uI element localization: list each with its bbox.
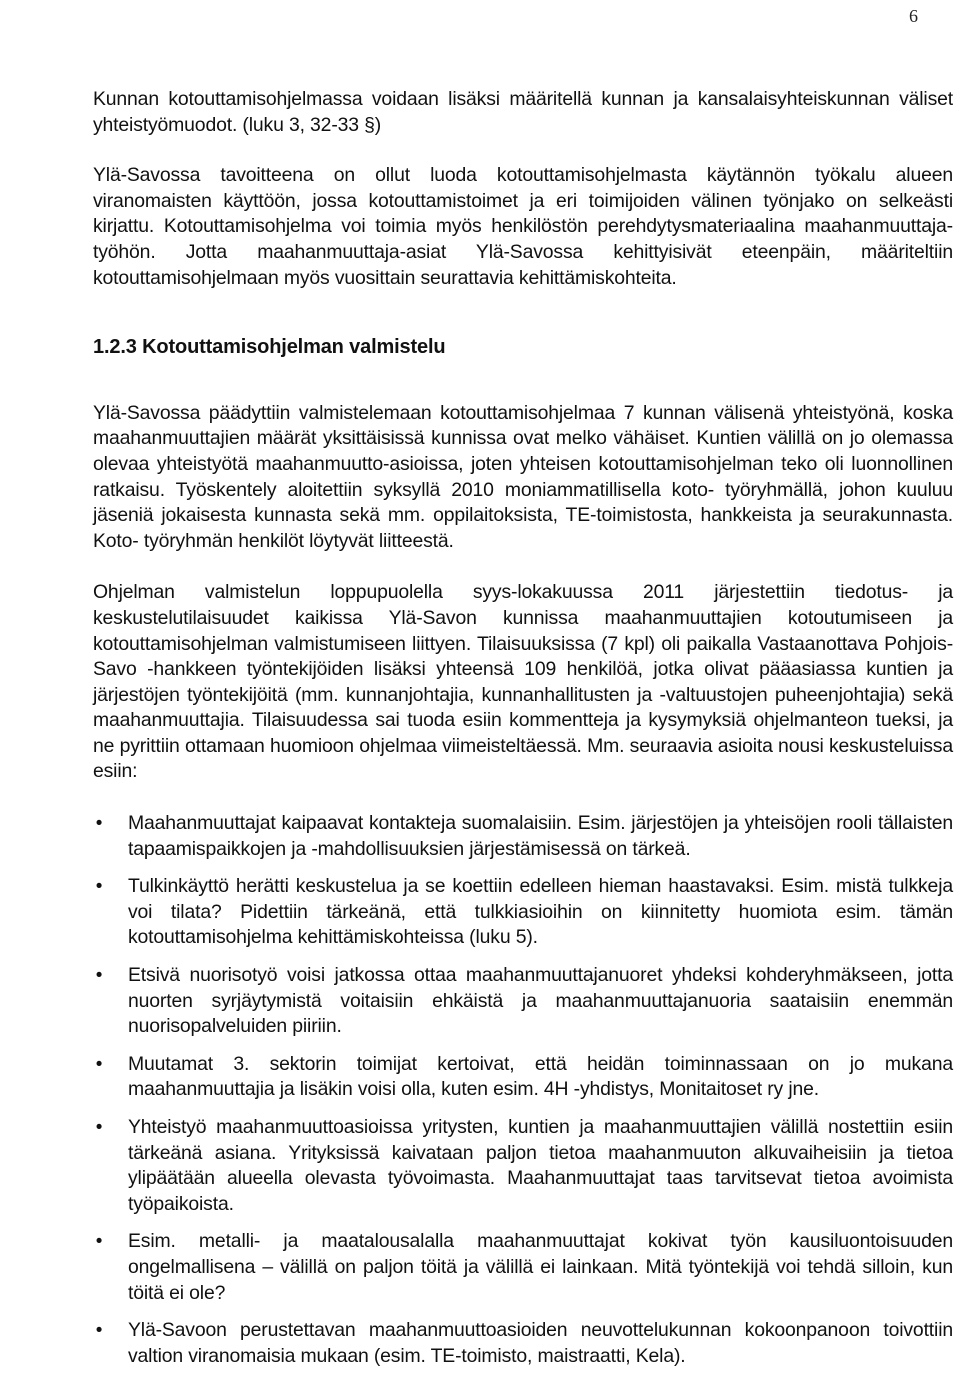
list-item-text: Muutamat 3. sektorin toimijat kertoivat, että heidän toiminnassaan on jo mukana maahanmuuttajia ja lisäkin voisi olla, kuten esim. 4H -yhdistys, Monitaitoset ry jne.: [128, 1052, 953, 1101]
bullet-icon: •: [95, 1320, 103, 1342]
list-item: [93, 1115, 953, 1217]
bullet-icon: •: [95, 876, 103, 898]
list-item-text: Maahanmuuttajat kaipaavat kontakteja suomalaisiin. Esim. järjestöjen ja yhteisöjen rooli tällaisten tapaamispaikkojen ja -mahdollisuuksien järjestämisessä on tärkeä.: [128, 812, 953, 860]
bullet-icon: •: [95, 1117, 103, 1138]
list-item-text: Esim. metalli- ja maatalousalalla maahanmuuttajat kokivat työn kausiluontoisuuden ongelmallisena – välillä on paljon töitä ja välillä ei lainkaan. Mitä työntekijä voi tehdä silloin, kun töitä ei ole?: [128, 1230, 953, 1304]
list-item: [93, 1229, 953, 1306]
section-heading: 1.2.3 Kotouttamisohjelman valmistelu: [93, 336, 446, 359]
list-item-text: Tulkinkäyttö herätti keskustelua ja se koettiin edelleen hieman haastavaksi. Esim. mistä tulkkeja voi tilata? Pidettiin tärkeänä, että tulkkiasioihin on kiinnitetty huomiota esim. tämän kotouttamisohjelma kehittämiskohteissa (luku 5).: [128, 875, 953, 949]
paragraph-intro: Kunnan kotouttamisohjelmassa voidaan lisäksi määritellä kunnan ja kansalaisyhteiskunnan väliset yhteistyömuodot. (luku 3, 32-33 §): [93, 88, 953, 136]
list-item: [93, 963, 953, 1040]
document-body: [93, 87, 953, 1381]
list-item-text: Yhteistyö maahanmuuttoasioissa yritysten, kuntien ja maahanmuuttajien välillä nostettiin esiin tärkeänä asiana. Yrityksissä kaivataan paljon tietoa maahanmuuton alkuvaiheisiin ja tietoa ylipäätään alueella olevasta työvoimasta. Maahanmuuttajat taas tarvitsevat tietoa avoimista työpaikoista.: [128, 1116, 953, 1215]
list-item-text: Ylä-Savoon perustettavan maahanmuuttoasioiden neuvottelukunnan kokoonpanoon toivottiin valtion viranomaisia mukaan (esim. TE-toimisto, maistraatti, Kela).: [128, 1319, 953, 1367]
list-item-text: Etsivä nuorisotyö voisi jatkossa ottaa maahanmuuttajanuoret yhdeksi kohderyhmäkseen, jotta nuorten syrjäytymistä voitaisiin ehkäistä ja maahanmuuttajanuoria saataisiin enemmän nuorisopalveluiden piiriin.: [128, 964, 953, 1038]
bullet-icon: •: [95, 965, 103, 987]
list-item: [93, 811, 953, 862]
page-number: 6: [909, 6, 918, 26]
list-item: [93, 1052, 953, 1103]
paragraph-preparation: Ylä-Savossa päädyttiin valmistelemaan kotouttamisohjelmaa 7 kunnan välisenä yhteistyönä, koska maahanmuuttajien määrät yksittäisissä kunnissa ovat melko vähäiset. Kuntien välillä on jo olemassa olevaa yhteistyötä maahanmuutto-asioissa, joten yhteisen kotouttamisohjelman teko oli luonnollinen ratkaisu. Työskentely aloitettiin syksyllä 2010 moniammatillisella koto- työryhmällä, johon kuuluu jäseniä jokaisesta kunnasta sekä mm. oppilaitoksista, TE-toimistosta, hankkeista ja seurakunnasta. Koto- työryhmän henkilöt löytyvät liitteestä.: [93, 401, 953, 552]
list-item: [93, 1318, 953, 1369]
paragraph-events: Ohjelman valmistelun loppupuolella syys-lokakuussa 2011 järjestettiin tiedotus- ja keskustelutilaisuudet kaikissa Ylä-Savon kunnissa maahanmuuttajien kotoutumiseen ja kotouttamisohjelman valmistumiseen liittyen. Tilaisuuksissa (7 kpl) oli paikalla Vastaanottava Pohjois-Savo -hankkeen työntekijöiden lisäksi yhteensä 109 henkilöä, jotka olivat pääasiassa kuntien ja järjestöjen työntekijöitä (mm. kunnanjohtajia, kunnanhallitusten ja -valtuustojen puheenjohtajia) sekä maahanmuuttajia. Tilaisuudessa sai tuoda esiin kommentteja ja kysymyksiä ohjelmanteon tueksi, ja ne pyrittiin ottamaan huomioon ohjelmaa viimeisteltäessä. Mm. seuraavia asioita nousi keskusteluissa esiin:: [93, 581, 953, 783]
discussion-points-list: [93, 811, 953, 1369]
list-item: [93, 874, 953, 951]
paragraph-goals: Ylä-Savossa tavoitteena on ollut luoda kotouttamisohjelmasta käytännön työkalu alueen viranomaisten käyttöön, jossa kotouttamistoimet ja eri toimijoiden välinen työnjako on selkeästi kirjattu. Kotouttamisohjelma voi toimia myös henkilöstön perehdytysmateriaalina maahanmuuttaja-työhön. Jotta maahanmuuttaja-asiat Ylä-Savossa kehittyisivät eteenpäin, määriteltiin kotouttamisohjelmaan myös vuosittain seurattavia kehittämiskohteita.: [93, 164, 953, 289]
bullet-icon: •: [95, 1053, 103, 1075]
bullet-icon: •: [95, 1231, 103, 1253]
bullet-icon: •: [95, 813, 103, 835]
